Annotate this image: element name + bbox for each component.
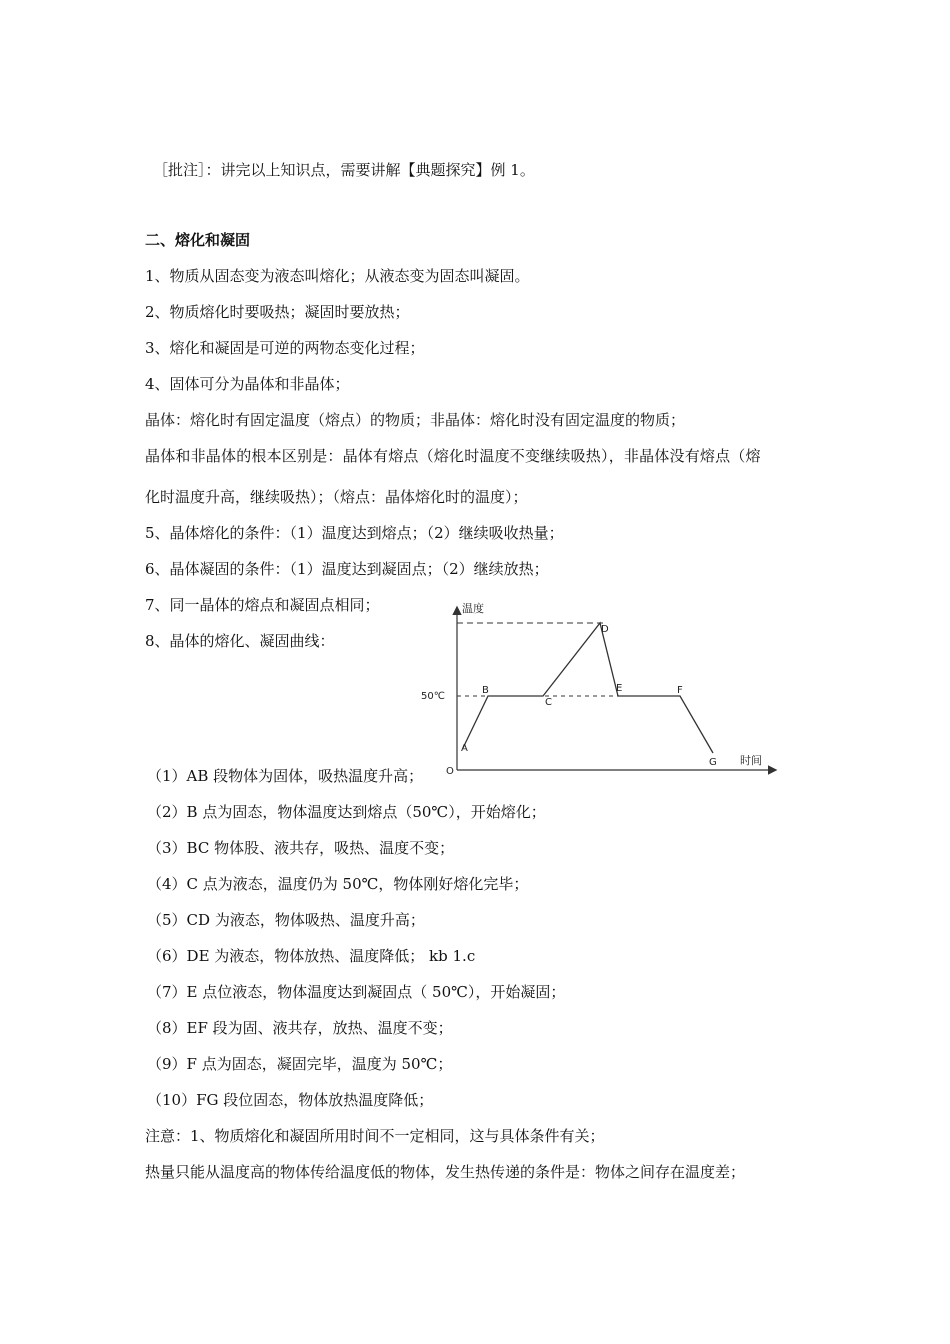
point-label-a: A [461, 743, 468, 754]
list-item: （9）F 点为固态，凝固完毕，温度为 50℃； [147, 1055, 453, 1073]
paragraph: 1、物质从固态变为液态叫熔化；从液态变为固态叫凝固。 [145, 267, 530, 285]
annotation-note: ［批注］：讲完以上知识点，需要讲解【典题探究】例 1。 [153, 161, 535, 179]
paragraph: 6、晶体凝固的条件：（1）温度达到凝固点；（2）继续放热； [145, 560, 549, 578]
closing-note: 注意：1、物质熔化和凝固所用时间不一定相同，这与具体条件有关； [145, 1127, 605, 1145]
heating-cooling-curve [463, 623, 713, 753]
list-item: （6）DE 为液态，物体放热、温度降低； kb 1.c [147, 947, 476, 965]
point-label-e: E [616, 683, 623, 694]
point-label-b: B [482, 685, 489, 696]
point-label-f: F [677, 685, 683, 696]
paragraph: 晶体和非晶体的根本区别是：晶体有熔点（熔化时温度不变继续吸热），非晶体没有熔点（熔 [145, 447, 761, 465]
x-axis-label: 时间 [740, 754, 762, 767]
y-axis-label: 温度 [462, 602, 484, 615]
paragraph: 晶体：熔化时有固定温度（熔点）的物质；非晶体：熔化时没有固定温度的物质； [145, 411, 686, 429]
paragraph: 4、固体可分为晶体和非晶体； [145, 375, 350, 393]
paragraph: 5、晶体熔化的条件：（1）温度达到熔点；（2）继续吸收热量； [145, 524, 564, 542]
list-item: （1）AB 段物体为固体，吸热温度升高； [147, 767, 424, 785]
closing-note: 热量只能从温度高的物体传给温度低的物体，发生热传递的条件是：物体之间存在温度差； [145, 1163, 746, 1181]
paragraph: 8、晶体的熔化、凝固曲线： [145, 632, 335, 650]
point-label-d: D [601, 624, 609, 635]
list-item: （2）B 点为固态，物体温度达到熔点（50℃），开始熔化； [147, 803, 546, 821]
list-item: （7）E 点位液态，物体温度达到凝固点（ 50℃），开始凝固； [147, 983, 566, 1001]
origin-label: O [446, 766, 454, 777]
point-label-c: C [545, 697, 552, 708]
list-item: （8）EF 段为固、液共存，放热、温度不变； [147, 1019, 453, 1037]
paragraph: 7、同一晶体的熔点和凝固点相同； [145, 596, 380, 614]
paragraph: 化时温度升高，继续吸热）；（熔点：晶体熔化时的温度）； [145, 488, 528, 506]
point-label-g: G [709, 757, 717, 768]
list-item: （5）CD 为液态，物体吸热、温度升高； [147, 911, 425, 929]
list-item: （4）C 点为液态，温度仍为 50℃，物体刚好熔化完毕； [147, 875, 529, 893]
paragraph: 3、熔化和凝固是可逆的两物态变化过程； [145, 339, 425, 357]
list-item: （3）BC 物体股、液共存，吸热、温度不变； [147, 839, 455, 857]
temperature-label: 50℃ [421, 691, 445, 702]
section-heading: 二、熔化和凝固 [145, 231, 251, 249]
melting-solidification-figure [415, 598, 785, 782]
list-item: （10）FG 段位固态，物体放热温度降低； [147, 1091, 434, 1109]
paragraph: 2、物质熔化时要吸热；凝固时要放热； [145, 303, 410, 321]
